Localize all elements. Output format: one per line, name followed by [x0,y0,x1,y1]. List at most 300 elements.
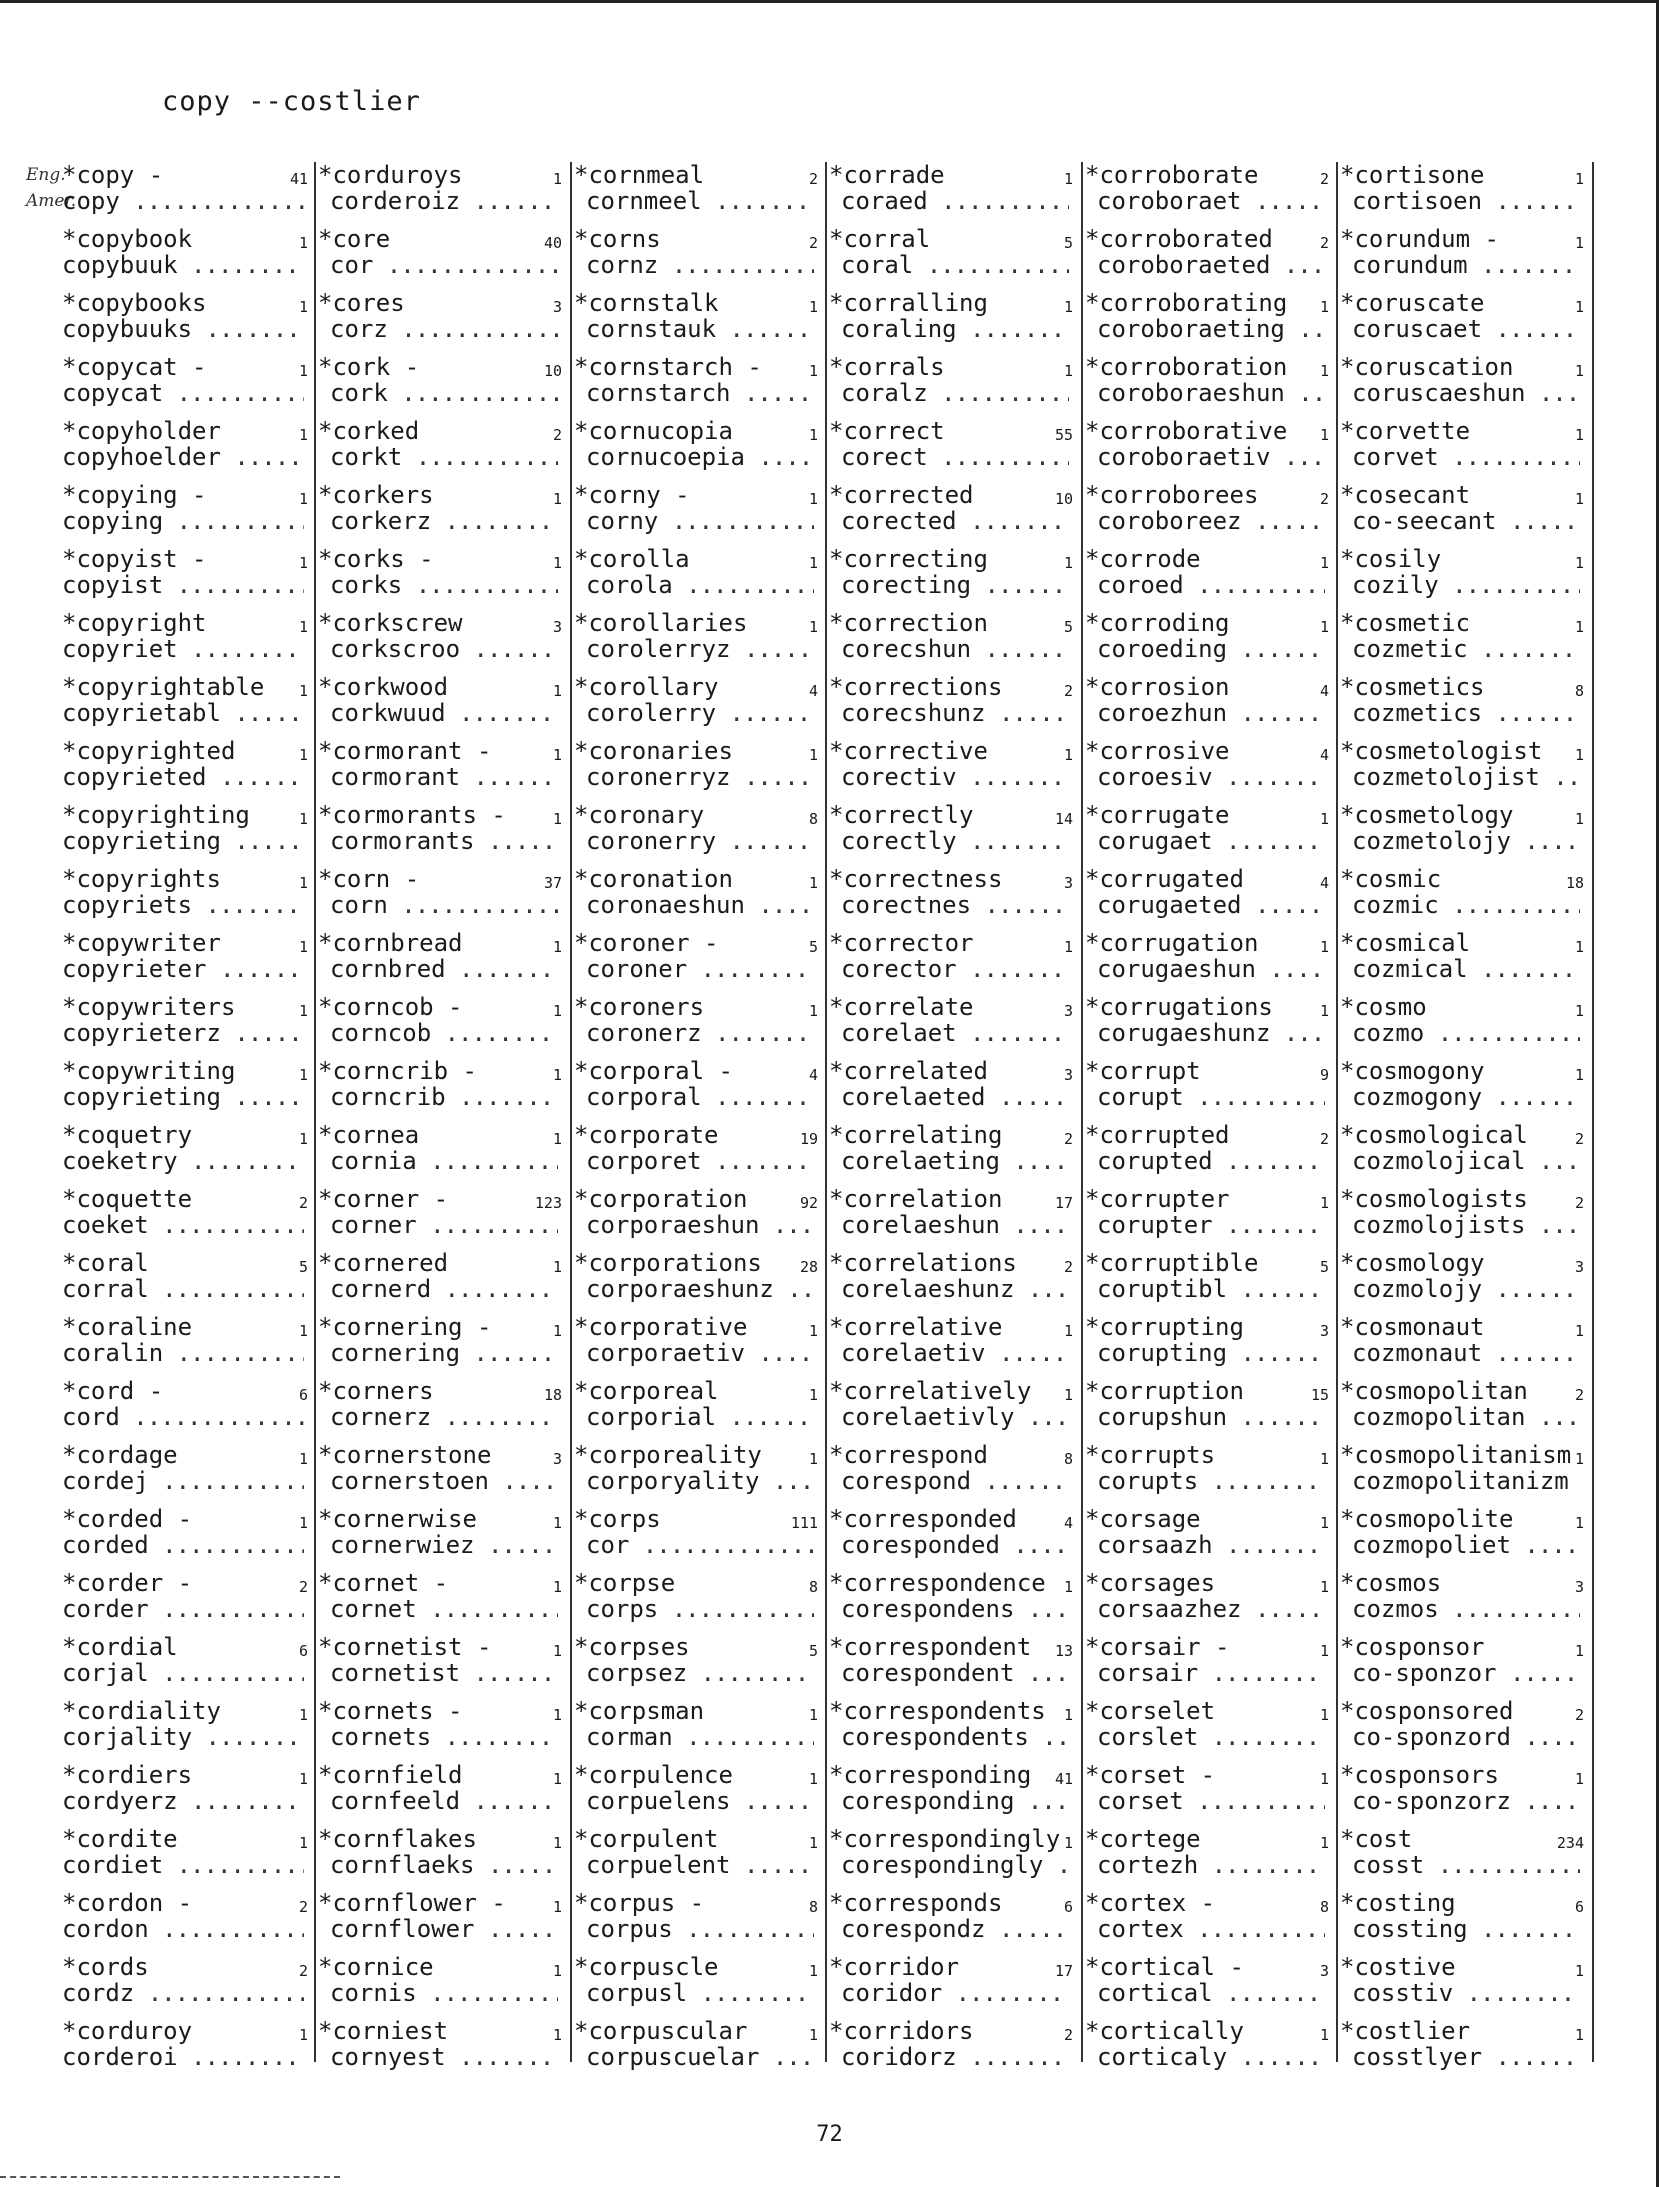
entry-count: 1 [808,746,818,764]
word-entry [316,674,566,734]
entry-spelling: corespond ..... [841,1468,1069,1494]
entry-spelling: corps ..... [586,1596,814,1622]
word-entry [1338,1442,1588,1502]
word-entry [316,1826,566,1886]
entry-spelling: co-seecant ..... [1352,508,1580,534]
entry-word: *cosmo [1340,993,1427,1021]
entry-count: 1 [552,1130,562,1148]
word-entry [1083,930,1333,990]
word-entry [572,1698,822,1758]
word-entry [827,802,1077,862]
entry-word: *corporeal [574,1377,719,1405]
entry-spelling: corkscroo ..... [330,636,558,662]
entry-count: 1 [552,1578,562,1596]
entry-spelling: coral ..... [841,252,1069,278]
entry-spelling: copyrieter ..... [62,956,304,982]
word-entry [1083,1698,1333,1758]
word-entry [62,738,312,798]
word-entry [316,802,566,862]
entry-spelling: corkerz ..... [330,508,558,534]
entry-word: *cordiers [62,1761,193,1789]
entry-count: 18 [1565,874,1584,892]
entry-spelling: cozmolojy ..... [1352,1276,1580,1302]
entry-word: *corporation [574,1185,748,1213]
word-entry [827,1442,1077,1502]
entry-count: 1 [1319,426,1329,444]
word-entry [1083,418,1333,478]
entry-word: *copywriting [62,1057,236,1085]
word-entry [316,610,566,670]
entry-count: 3 [1063,1066,1073,1084]
entry-word: *cosmos [1340,1569,1442,1597]
entry-count: 1 [1319,2026,1329,2044]
word-entry [1083,1762,1333,1822]
entry-count: 1 [808,490,818,508]
entry-spelling: cormorant ..... [330,764,558,790]
entry-count: 1 [552,1962,562,1980]
entry-count: 28 [799,1258,818,1276]
entry-count: 1 [552,1002,562,1020]
entry-word: *cores [318,289,405,317]
entry-spelling: cornflaeks ..... [330,1852,558,1878]
entry-spelling: coresponding ..... [841,1788,1069,1814]
entry-word: *corns [574,225,661,253]
entry-word: *corrective [829,737,988,765]
entry-spelling: copying ..... [62,508,304,534]
entry-word: *cosponsor [1340,1633,1485,1661]
entry-spelling: cor ..... [586,1532,814,1558]
entry-word: *corkwood [318,673,449,701]
entry-spelling: cornz ..... [586,252,814,278]
entry-count: 1 [808,426,818,444]
word-entry [316,226,566,286]
entry-count: 1 [1063,1706,1073,1724]
entry-word: *cortege [1085,1825,1201,1853]
word-entry [572,1314,822,1374]
entry-spelling: corjal ..... [62,1660,304,1686]
entry-spelling: copyhoelder ..... [62,444,304,470]
entry-spelling: coralin ..... [62,1340,304,1366]
entry-count: 2 [1574,1386,1584,1404]
entry-spelling: cornstarch ..... [586,380,814,406]
entry-count: 1 [552,1834,562,1852]
word-entry [827,1698,1077,1758]
entry-spelling: cozmolojists ..... [1352,1212,1580,1238]
entry-word: *corrosion [1085,673,1230,701]
entry-spelling: corporaetiv ..... [586,1340,814,1366]
entry-count: 1 [1319,1002,1329,1020]
word-entry [827,1250,1077,1310]
entry-count: 6 [298,1386,308,1404]
entry-word: *correction [829,609,988,637]
entry-count: 5 [1063,618,1073,636]
entry-count: 1 [298,1834,308,1852]
entry-count: 1 [1063,362,1073,380]
entry-count: 1 [298,1002,308,1020]
entry-word: *corpuscular [574,2017,748,2045]
word-entry [572,162,822,222]
entry-word: *corolla [574,545,690,573]
entry-spelling: corz ..... [330,316,558,342]
top-border-rule [0,0,1659,3]
entry-spelling: cornbred ..... [330,956,558,982]
entry-spelling: copy ..... [62,188,304,214]
entry-count: 1 [1319,1770,1329,1788]
entry-word: *corrode [1085,545,1201,573]
word-entry [827,610,1077,670]
word-column-6 [1338,161,1591,2070]
word-column-4 [827,161,1080,2070]
entry-count: 1 [1063,554,1073,572]
word-entry [1338,290,1588,350]
word-entry [316,1698,566,1758]
word-entry [316,1314,566,1374]
entry-count: 1 [1574,1642,1584,1660]
entry-count: 15 [1310,1386,1329,1404]
entry-word: *corpulent [574,1825,719,1853]
entry-word: *corduroys [318,161,463,189]
entry-count: 1 [808,1002,818,1020]
entry-word: *cosmetologist [1340,737,1543,765]
word-entry [827,1954,1077,2014]
entry-spelling: corugaeted ..... [1097,892,1325,918]
entry-word: *corroboration [1085,353,1288,381]
entry-word: *cornstalk [574,289,719,317]
word-entry [1083,1570,1333,1630]
entry-spelling: corpusl ..... [586,1980,814,2006]
entry-spelling: co-sponzord ..... [1352,1724,1580,1750]
word-entry [1338,1506,1588,1566]
entry-count: 37 [543,874,562,892]
word-entry [572,2018,822,2078]
entry-count: 1 [298,810,308,828]
entry-word: *correcting [829,545,988,573]
entry-spelling: corpus ..... [586,1916,814,1942]
word-entry [62,1634,312,1694]
entry-word: *corroborative [1085,417,1288,445]
entry-word: *cosmopolite [1340,1505,1514,1533]
entry-spelling: coronerryz ..... [586,764,814,790]
entry-count: 1 [1319,1450,1329,1468]
word-entry [62,290,312,350]
word-entry [827,1378,1077,1438]
word-entry [1338,738,1588,798]
entry-count: 6 [1574,1898,1584,1916]
entry-spelling: cozmetics ..... [1352,700,1580,726]
word-entry [572,1058,822,1118]
entry-spelling: corectly ..... [841,828,1069,854]
entry-count: 41 [1054,1770,1073,1788]
word-entry [62,866,312,926]
entry-count: 5 [808,1642,818,1660]
entry-word: *corroborating [1085,289,1288,317]
entry-word: *coral [62,1249,149,1277]
entry-word: *cosmologists [1340,1185,1528,1213]
entry-count: 18 [543,1386,562,1404]
entry-word: *corporative [574,1313,748,1341]
entry-count: 1 [1574,746,1584,764]
entry-count: 1 [298,938,308,956]
entry-word: *cosmological [1340,1121,1528,1149]
word-entry [62,994,312,1054]
word-entry [62,674,312,734]
word-entry [827,1122,1077,1182]
entry-count: 1 [1574,426,1584,444]
entry-spelling: cord ..... [62,1404,304,1430]
entry-spelling: corectnes ..... [841,892,1069,918]
word-entry [1083,674,1333,734]
entry-spelling: coeketry ..... [62,1148,304,1174]
word-entry [827,1314,1077,1374]
entry-count: 8 [808,1898,818,1916]
entry-count: 1 [298,1130,308,1148]
word-entry [316,2018,566,2078]
entry-spelling: cormorants ..... [330,828,558,854]
entry-count: 1 [1319,618,1329,636]
word-entry [572,866,822,926]
entry-word: *cosmic [1340,865,1442,893]
word-entry [572,994,822,1054]
word-entry [1338,1826,1588,1886]
entry-spelling: cornflower ..... [330,1916,558,1942]
entry-spelling: corectiv ..... [841,764,1069,790]
entry-count: 1 [1319,362,1329,380]
word-entry [827,1186,1077,1246]
entry-word: *copywriters [62,993,236,1021]
entry-count: 3 [1319,1962,1329,1980]
entry-spelling: copyist ..... [62,572,304,598]
entry-count: 1 [1574,938,1584,956]
word-entry [316,1954,566,2014]
entry-spelling: corder ..... [62,1596,304,1622]
entry-count: 4 [808,1066,818,1084]
entry-word: *cornet - [318,1569,449,1597]
entry-spelling: coruscaet ..... [1352,316,1580,342]
entry-spelling: cordyerz ..... [62,1788,304,1814]
word-entry [1338,1634,1588,1694]
entry-spelling: cortex ..... [1097,1916,1325,1942]
entry-count: 40 [543,234,562,252]
entry-word: *corncrib - [318,1057,477,1085]
entry-count: 1 [808,1386,818,1404]
entry-word: *cornflakes [318,1825,477,1853]
entry-word: *corrupted [1085,1121,1230,1149]
entry-spelling: cornstauk ..... [586,316,814,342]
entry-count: 1 [552,938,562,956]
word-entry [1083,1634,1333,1694]
entry-count: 2 [1063,2026,1073,2044]
entry-spelling: corderoi ..... [62,2044,304,2070]
entry-spelling: corpuelent ..... [586,1852,814,1878]
entry-spelling: cozily ..... [1352,572,1580,598]
entry-count: 3 [552,618,562,636]
entry-word: *corresponding [829,1761,1032,1789]
word-entry [572,482,822,542]
word-entry [827,354,1077,414]
entry-word: *corps [574,1505,661,1533]
entry-word: *copyholder [62,417,221,445]
entry-word: *copybooks [62,289,207,317]
entry-spelling: copyrieted ..... [62,764,304,790]
entry-count: 9 [1319,1066,1329,1084]
word-entry [572,802,822,862]
entry-count: 1 [1319,554,1329,572]
entry-word: *cosmonaut [1340,1313,1485,1341]
english-row-label: Eng. [26,165,66,185]
word-entry [1338,2018,1588,2078]
entry-spelling: corolerryz ..... [586,636,814,662]
word-entry [1338,482,1588,542]
entry-count: 17 [1054,1962,1073,1980]
entry-count: 1 [552,1066,562,1084]
entry-spelling: corundum ..... [1352,252,1580,278]
entry-spelling: cornucoepia ..... [586,444,814,470]
word-entry [1338,1890,1588,1950]
word-entry [1083,994,1333,1054]
entry-spelling: corected ..... [841,508,1069,534]
entry-word: *corners [318,1377,434,1405]
entry-word: *cornea [318,1121,420,1149]
entry-word: *corpses [574,1633,690,1661]
entry-word: *correlations [829,1249,1017,1277]
entry-count: 1 [808,2026,818,2044]
entry-spelling: coridor ..... [841,1980,1069,2006]
entry-spelling: coroboraet ..... [1097,188,1325,214]
word-entry [827,738,1077,798]
entry-count: 17 [1054,1194,1073,1212]
entry-spelling: copyrieterz ..... [62,1020,304,1046]
entry-word: *corrugation [1085,929,1259,957]
entry-count: 1 [552,1514,562,1532]
entry-spelling: coroboraeting ..... [1097,316,1325,342]
entry-count: 2 [552,426,562,444]
entry-spelling: coridorz ..... [841,2044,1069,2070]
entry-count: 1 [1063,170,1073,188]
entry-count: 14 [1054,810,1073,828]
entry-word: *cornstarch - [574,353,762,381]
entry-word: *corundum - [1340,225,1499,253]
entry-word: *cosponsors [1340,1761,1499,1789]
entry-spelling: cortisoen ..... [1352,188,1580,214]
entry-spelling: corporyality ..... [586,1468,814,1494]
entry-count: 1 [552,1706,562,1724]
word-entry [316,290,566,350]
entry-spelling: corsaazh ..... [1097,1532,1325,1558]
entry-word: *cornflower - [318,1889,506,1917]
word-entry [827,1826,1077,1886]
entry-word: *cornering - [318,1313,492,1341]
entry-word: *corroding [1085,609,1230,637]
entry-spelling: corespondents ..... [841,1724,1069,1750]
entry-count: 1 [1063,1386,1073,1404]
entry-spelling: cosst ..... [1352,1852,1580,1878]
entry-count: 1 [808,874,818,892]
entry-count: 1 [298,682,308,700]
word-column-5 [1083,161,1336,2070]
column-divider [1592,162,1594,2062]
entry-count: 1 [808,362,818,380]
word-entry [1083,1250,1333,1310]
word-entry [1083,546,1333,606]
entry-spelling: corelaeshunz ..... [841,1276,1069,1302]
entry-word: *cordite [62,1825,178,1853]
entry-count: 1 [1319,1834,1329,1852]
entry-word: *cosmical [1340,929,1471,957]
word-entry [316,1250,566,1310]
word-entry [572,1954,822,2014]
entry-word: *coroners [574,993,705,1021]
entry-word: *correspondents [829,1697,1046,1725]
entry-spelling: corecting ..... [841,572,1069,598]
entry-spelling: corector ..... [841,956,1069,982]
entry-count: 111 [790,1514,818,1532]
entry-count: 8 [808,1578,818,1596]
entry-spelling: cork ..... [330,380,558,406]
entry-word: *corruption [1085,1377,1244,1405]
entry-word: *cortical - [1085,1953,1244,1981]
word-entry [316,546,566,606]
word-entry [316,1186,566,1246]
word-entry [1338,802,1588,862]
word-entry [827,1506,1077,1566]
entry-word: *corded - [62,1505,193,1533]
entry-count: 92 [799,1194,818,1212]
word-entry [827,162,1077,222]
entry-word: *copybook [62,225,193,253]
entry-word: *corrupts [1085,1441,1216,1469]
entry-count: 1 [552,554,562,572]
entry-count: 2 [1574,1194,1584,1212]
entry-spelling: corvet ..... [1352,444,1580,470]
entry-count: 1 [552,1322,562,1340]
entry-spelling: cossting ..... [1352,1916,1580,1942]
entry-word: *corpse [574,1569,676,1597]
entry-count: 2 [298,1194,308,1212]
entry-word: *cornbread [318,929,463,957]
entry-count: 123 [534,1194,562,1212]
word-entry [1083,1442,1333,1502]
entry-word: *corporate [574,1121,719,1149]
entry-count: 3 [552,298,562,316]
entry-word: *corruptible [1085,1249,1259,1277]
entry-count: 4 [808,682,818,700]
entry-spelling: corelaet ..... [841,1020,1069,1046]
entry-count: 1 [1574,1514,1584,1532]
word-entry [1083,866,1333,926]
word-entry [1338,1314,1588,1374]
entry-word: *copyright [62,609,207,637]
entry-spelling: corderoiz ..... [330,188,558,214]
entry-spelling: corsaazhez ..... [1097,1596,1325,1622]
entry-spelling: coruptibl ..... [1097,1276,1325,1302]
word-entry [827,1890,1077,1950]
entry-word: *cortically [1085,2017,1244,2045]
word-entry [572,226,822,286]
entry-word: *costive [1340,1953,1456,1981]
entry-spelling: cosstiv ..... [1352,1980,1580,2006]
entry-spelling: cordiet ..... [62,1852,304,1878]
word-entry [62,482,312,542]
entry-count: 4 [1319,746,1329,764]
word-entry [572,930,822,990]
entry-count: 1 [1319,1706,1329,1724]
word-entry [827,1634,1077,1694]
entry-count: 1 [298,1066,308,1084]
word-entry [572,674,822,734]
entry-word: *cortex - [1085,1889,1216,1917]
entry-count: 8 [1574,682,1584,700]
word-entry [62,1442,312,1502]
